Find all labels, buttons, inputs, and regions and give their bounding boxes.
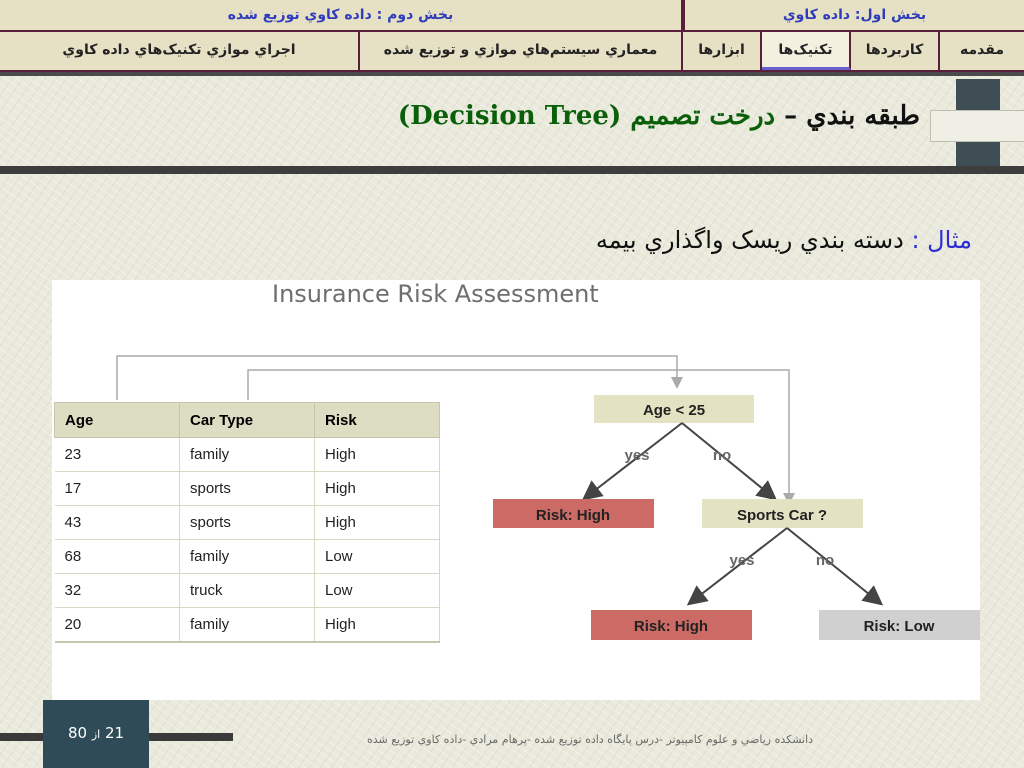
cell-age: 43 <box>55 506 180 540</box>
page-total: 80 <box>67 724 88 742</box>
part1-header[interactable]: بخش اول: داده كاوي <box>683 0 1024 30</box>
title-persian-2: درخت تصميم <box>630 101 776 131</box>
tree-leaf-high-2-label: Risk: High <box>633 618 709 635</box>
tree-edge-node2-no-label: no <box>815 552 835 569</box>
cell-age: 68 <box>55 540 180 574</box>
table-row <box>55 438 440 472</box>
cell-risk: High <box>315 506 440 540</box>
table-header-row <box>55 403 440 438</box>
cell-risk: High <box>315 438 440 472</box>
cell-risk: High <box>315 472 440 506</box>
column-header-car-type: Car Type <box>180 403 315 438</box>
tree-edge-root-yes-label: yes <box>624 447 650 464</box>
page-indicator <box>43 724 149 742</box>
cell-age: 20 <box>55 608 180 643</box>
page-of: از <box>91 728 101 741</box>
tree-leaf-low-label: Risk: Low <box>863 618 935 635</box>
title-divider <box>0 166 1024 174</box>
title-english: (Decision Tree) <box>397 101 622 131</box>
nav-item-applications[interactable]: كاربردها <box>851 32 940 70</box>
table-row <box>55 472 440 506</box>
part2-header[interactable]: بخش دوم : داده كاوي توزيع شده <box>0 0 683 30</box>
slide-title <box>398 101 920 131</box>
connector-age <box>117 356 677 400</box>
cell-car-type: truck <box>180 574 315 608</box>
column-header-risk: Risk <box>315 403 440 438</box>
cell-age: 17 <box>55 472 180 506</box>
column-header-age: Age <box>55 403 180 438</box>
nav-item-parallel-execution[interactable]: اجراي موازي تكنيک‌هاي داده كاوي <box>0 32 360 70</box>
insurance-data-table <box>54 402 440 643</box>
example-text: دسته بندي ريسک واگذاري بيمه <box>595 226 904 254</box>
table-row <box>55 506 440 540</box>
cell-car-type: family <box>180 438 315 472</box>
cell-age: 32 <box>55 574 180 608</box>
cell-risk: Low <box>315 574 440 608</box>
nav-item-techniques[interactable]: تكنيک‌ها <box>762 32 851 70</box>
tree-edge-root-no-label: no <box>712 447 732 464</box>
footer-credits: دانشكده رياضي و علوم كامپيوتر -درس پايگاه داده توزيع شده -پرهام مرادي -داده كاوي توزيع شده <box>366 733 814 746</box>
tree-node-root-label: Age < 25 <box>642 402 706 419</box>
title-dash: – <box>784 101 798 131</box>
example-heading <box>596 226 972 254</box>
cell-risk: Low <box>315 540 440 574</box>
top-bar <box>0 0 1024 32</box>
tree-edge-node2-yes-label: yes <box>729 552 755 569</box>
title-persian: طبقه بندي <box>806 101 920 131</box>
nav-item-introduction[interactable]: مقدمه <box>960 42 1004 58</box>
table-row <box>55 574 440 608</box>
page-number-box <box>43 700 149 768</box>
nav-item-architecture[interactable]: معماري سيستم‌هاي موازي و توزيع شده <box>360 32 683 70</box>
cell-risk: High <box>315 608 440 643</box>
cell-car-type: sports <box>180 472 315 506</box>
cell-car-type: family <box>180 540 315 574</box>
cell-age: 23 <box>55 438 180 472</box>
nav-item-tools[interactable]: ابزارها <box>683 32 762 70</box>
tree-node-sports-car-label: Sports Car ? <box>736 507 828 524</box>
tree-leaf-high-1-label: Risk: High <box>535 507 611 524</box>
nav-bar <box>0 32 1024 73</box>
example-label: مثال : <box>911 226 972 254</box>
figure-panel <box>52 280 980 700</box>
cell-car-type: family <box>180 608 315 643</box>
table-row <box>55 608 440 643</box>
cell-car-type: sports <box>180 506 315 540</box>
table-row <box>55 540 440 574</box>
decor-square-light <box>930 110 1024 142</box>
header-divider-top <box>0 72 1024 76</box>
figure-title: Insurance Risk Assessment <box>272 280 599 308</box>
page-current: 21 <box>104 724 125 742</box>
